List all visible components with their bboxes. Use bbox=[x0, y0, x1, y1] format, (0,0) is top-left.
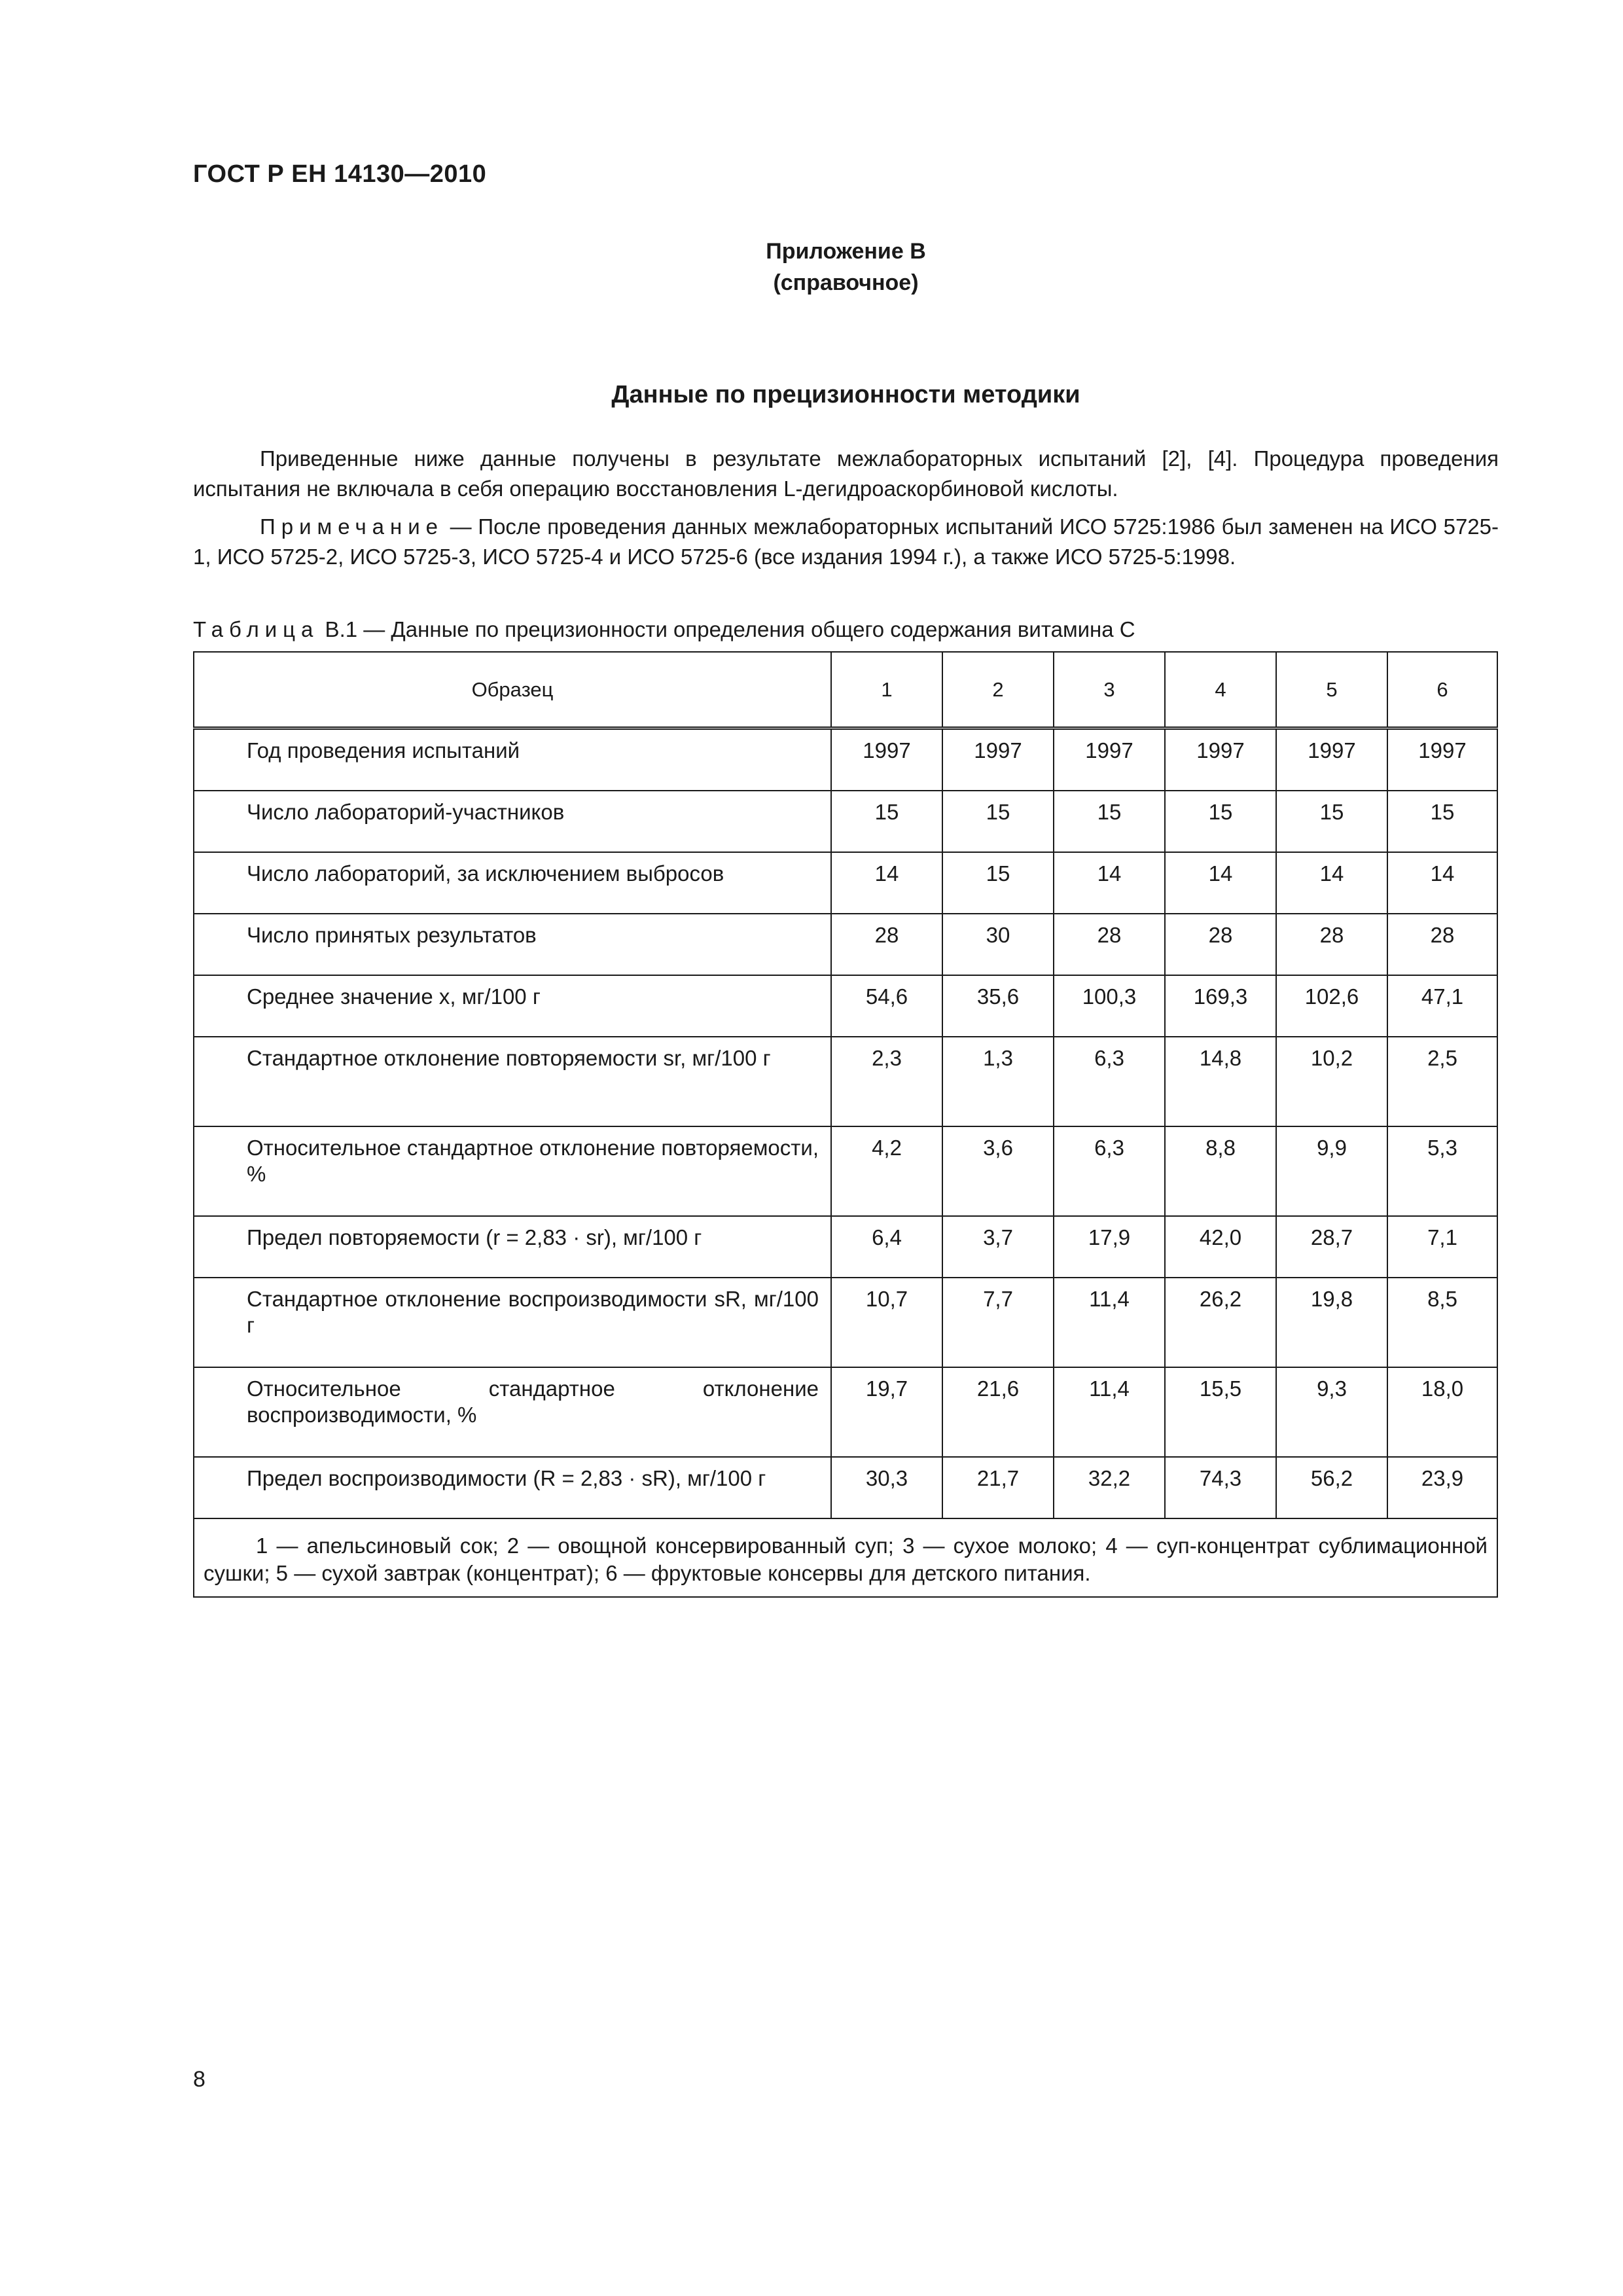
table-row bbox=[194, 728, 1497, 791]
table-cell: 1,3 bbox=[942, 1037, 1054, 1126]
table-cell: 30 bbox=[942, 914, 1054, 975]
table-footnote-row bbox=[194, 1518, 1497, 1597]
table-cell: 30,3 bbox=[831, 1457, 942, 1518]
annex-title: Приложение В bbox=[766, 239, 926, 264]
table-row bbox=[194, 852, 1497, 914]
table-row bbox=[194, 1278, 1497, 1367]
table-cell: 15 bbox=[831, 791, 942, 852]
table-cell: 28 bbox=[1165, 914, 1276, 975]
row-label-repeatability-rsd: Относительное стандартное отклонение повторяемости, % bbox=[194, 1126, 831, 1216]
intro-paragraph: Приведенные ниже данные получены в результате межлабораторных испытаний [2], [4]. Процедура проведения испытания не включала в себя операцию восстановления L-дегидроаскорбиновой кислоты. bbox=[193, 446, 1499, 501]
note-text: — После проведения данных межлабораторных испытаний ИСО 5725:1986 был заменен на ИСО 5725-1, ИСО 5725-2, ИСО 5725-3, ИСО 5725-4 и ИСО 5725-6 (все издания 1994 г.), а также ИСО 5725-5:1998. bbox=[193, 514, 1499, 569]
table-cell: 47,1 bbox=[1387, 975, 1497, 1037]
table-cell: 4,2 bbox=[831, 1126, 942, 1216]
table-header-row bbox=[194, 652, 1497, 728]
table-cell: 3,7 bbox=[942, 1216, 1054, 1278]
table-cell: 32,2 bbox=[1054, 1457, 1165, 1518]
table-cell: 15 bbox=[1387, 791, 1497, 852]
row-label-participants: Число лабораторий-участников bbox=[194, 791, 831, 852]
table-caption-label: Таблица bbox=[193, 617, 319, 641]
document-designation: ГОСТ Р ЕН 14130—2010 bbox=[193, 160, 487, 188]
table-cell: 6,3 bbox=[1054, 1126, 1165, 1216]
table-cell: 17,9 bbox=[1054, 1216, 1165, 1278]
row-label-reproducibility-rsd: Относительное стандартное отклонение воспроизводимости, % bbox=[194, 1367, 831, 1457]
table-row bbox=[194, 791, 1497, 852]
table-cell: 23,9 bbox=[1387, 1457, 1497, 1518]
table-cell: 1997 bbox=[1054, 728, 1165, 791]
table-cell: 28 bbox=[1054, 914, 1165, 975]
table-cell: 7,1 bbox=[1387, 1216, 1497, 1278]
table-row bbox=[194, 1037, 1497, 1126]
table-cell: 6,4 bbox=[831, 1216, 942, 1278]
table-cell: 26,2 bbox=[1165, 1278, 1276, 1367]
table-cell: 28 bbox=[831, 914, 942, 975]
table-cell: 8,5 bbox=[1387, 1278, 1497, 1367]
header-sample-3: 3 bbox=[1054, 652, 1165, 728]
precision-table bbox=[193, 651, 1498, 1598]
table-cell: 19,8 bbox=[1276, 1278, 1387, 1367]
table-cell: 15 bbox=[942, 791, 1054, 852]
table-cell: 15 bbox=[942, 852, 1054, 914]
row-label-accepted-results: Число принятых результатов bbox=[194, 914, 831, 975]
table-cell: 14 bbox=[1276, 852, 1387, 914]
table-row bbox=[194, 1367, 1497, 1457]
row-label-without-outliers: Число лабораторий, за исключением выбросов bbox=[194, 852, 831, 914]
table-cell: 102,6 bbox=[1276, 975, 1387, 1037]
annex-status: (справочное) bbox=[773, 270, 919, 295]
table-cell: 10,2 bbox=[1276, 1037, 1387, 1126]
table-cell: 56,2 bbox=[1276, 1457, 1387, 1518]
table-cell: 5,3 bbox=[1387, 1126, 1497, 1216]
table-cell: 11,4 bbox=[1054, 1278, 1165, 1367]
header-sample-4: 4 bbox=[1165, 652, 1276, 728]
table-row bbox=[194, 914, 1497, 975]
page-number: 8 bbox=[193, 2067, 205, 2092]
annex-heading bbox=[193, 236, 1499, 298]
precision-table-container bbox=[193, 651, 1498, 1598]
table-cell: 9,9 bbox=[1276, 1126, 1387, 1216]
table-cell: 28 bbox=[1276, 914, 1387, 975]
table-footnote: 1 — апельсиновый сок; 2 — овощной консервированный суп; 3 — сухое молоко; 4 — суп-концентрат сублимационной сушки; 5 — сухой завтрак (концентрат); 6 — фруктовые консервы для детского питания. bbox=[194, 1518, 1497, 1597]
table-cell: 15,5 bbox=[1165, 1367, 1276, 1457]
table-caption-text: В.1 — Данные по прецизионности определения общего содержания витамина С bbox=[319, 617, 1135, 641]
table-cell: 14 bbox=[1165, 852, 1276, 914]
table-cell: 74,3 bbox=[1165, 1457, 1276, 1518]
table-cell: 10,7 bbox=[831, 1278, 942, 1367]
row-label-repeatability-limit: Предел повторяемости (r = 2,83 · sr), мг/100 г bbox=[194, 1216, 831, 1278]
table-cell: 21,6 bbox=[942, 1367, 1054, 1457]
table-cell: 42,0 bbox=[1165, 1216, 1276, 1278]
header-sample-1: 1 bbox=[831, 652, 942, 728]
row-label-mean-value: Среднее значение x, мг/100 г bbox=[194, 975, 831, 1037]
table-cell: 28 bbox=[1387, 914, 1497, 975]
note-label: Примечание bbox=[260, 514, 444, 539]
table-cell: 19,7 bbox=[831, 1367, 942, 1457]
table-cell: 1997 bbox=[1387, 728, 1497, 791]
table-caption bbox=[193, 617, 1135, 642]
table-cell: 14 bbox=[1054, 852, 1165, 914]
table-cell: 169,3 bbox=[1165, 975, 1276, 1037]
table-row bbox=[194, 975, 1497, 1037]
table-cell: 2,3 bbox=[831, 1037, 942, 1126]
table-cell: 14 bbox=[831, 852, 942, 914]
row-label-reproducibility-sd: Стандартное отклонение воспроизводимости sR, мг/100 г bbox=[194, 1278, 831, 1367]
header-sample-2: 2 bbox=[942, 652, 1054, 728]
table-cell: 8,8 bbox=[1165, 1126, 1276, 1216]
table-cell: 100,3 bbox=[1054, 975, 1165, 1037]
note-paragraph bbox=[193, 512, 1499, 572]
table-cell: 9,3 bbox=[1276, 1367, 1387, 1457]
table-cell: 6,3 bbox=[1054, 1037, 1165, 1126]
table-cell: 11,4 bbox=[1054, 1367, 1165, 1457]
row-label-reproducibility-limit: Предел воспроизводимости (R = 2,83 · sR), мг/100 г bbox=[194, 1457, 831, 1518]
row-label-repeatability-sd: Стандартное отклонение повторяемости sr, мг/100 г bbox=[194, 1037, 831, 1126]
table-cell: 18,0 bbox=[1387, 1367, 1497, 1457]
table-cell: 3,6 bbox=[942, 1126, 1054, 1216]
table-cell: 15 bbox=[1165, 791, 1276, 852]
table-row bbox=[194, 1126, 1497, 1216]
row-label-test-year: Год проведения испытаний bbox=[194, 728, 831, 791]
table-cell: 15 bbox=[1276, 791, 1387, 852]
table-row bbox=[194, 1216, 1497, 1278]
table-cell: 2,5 bbox=[1387, 1037, 1497, 1126]
header-sample: Образец bbox=[194, 652, 831, 728]
table-cell: 7,7 bbox=[942, 1278, 1054, 1367]
table-cell: 14,8 bbox=[1165, 1037, 1276, 1126]
table-cell: 54,6 bbox=[831, 975, 942, 1037]
table-row bbox=[194, 1457, 1497, 1518]
table-cell: 15 bbox=[1054, 791, 1165, 852]
table-cell: 28,7 bbox=[1276, 1216, 1387, 1278]
header-sample-5: 5 bbox=[1276, 652, 1387, 728]
table-cell: 14 bbox=[1387, 852, 1497, 914]
table-cell: 1997 bbox=[1165, 728, 1276, 791]
table-cell: 35,6 bbox=[942, 975, 1054, 1037]
table-cell: 1997 bbox=[1276, 728, 1387, 791]
header-sample-6: 6 bbox=[1387, 652, 1497, 728]
table-cell: 1997 bbox=[831, 728, 942, 791]
section-title: Данные по прецизионности методики bbox=[611, 381, 1080, 408]
table-cell: 1997 bbox=[942, 728, 1054, 791]
table-cell: 21,7 bbox=[942, 1457, 1054, 1518]
